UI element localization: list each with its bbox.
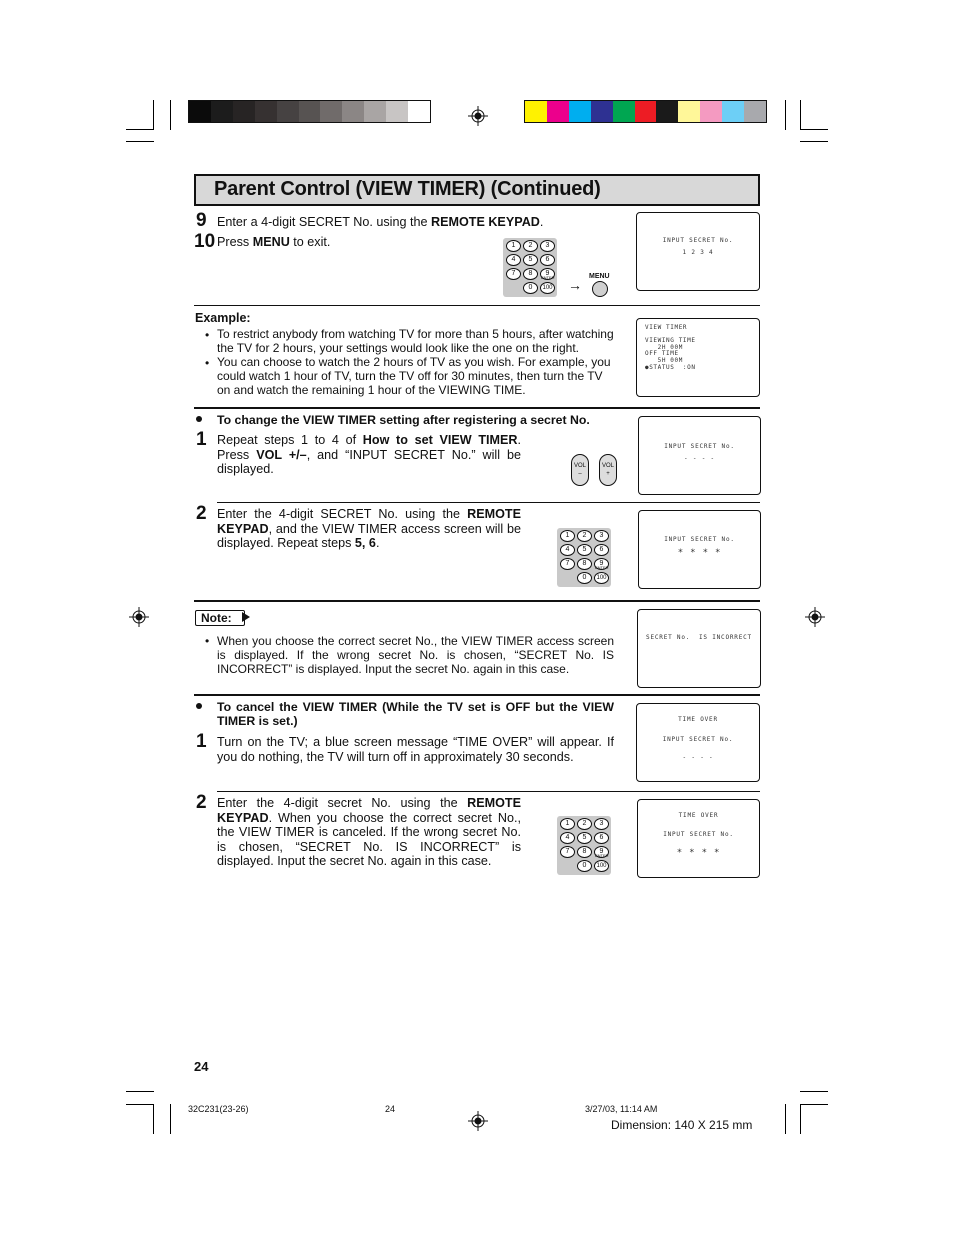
color-swatch <box>277 101 299 122</box>
footer-file: 32C231(23-26) <box>188 1104 249 1114</box>
page-title-bar <box>194 174 760 206</box>
vol-plus-button-icon: VOL + <box>599 454 617 486</box>
keypad-key: 9 <box>594 846 609 858</box>
keypad-key: 8 <box>577 558 592 570</box>
bullet-icon <box>196 703 202 709</box>
footer-dimension: Dimension: 140 X 215 mm <box>611 1118 753 1132</box>
color-swatch <box>408 101 430 122</box>
keypad-key: 8 <box>523 268 538 280</box>
keypad-key: 3 <box>594 818 609 830</box>
arrow-icon: → <box>568 277 582 293</box>
color-swatch <box>678 101 700 122</box>
step-10-text: Press MENU to exit. <box>217 235 331 249</box>
step-text: Turn on the TV; a blue screen message “TIME OVER” will appear. If you do nothing, the TV will turn off in approximately 30 seconds. <box>217 735 614 764</box>
keypad-key: 4 <box>506 254 521 266</box>
vol-minus-button-icon: VOL – <box>571 454 589 486</box>
keypad-key: 0 <box>523 282 538 294</box>
color-swatch <box>547 101 569 122</box>
screen-text: SECRET No. IS INCORRECT <box>646 634 752 641</box>
keypad-key: 6 <box>540 254 555 266</box>
keypad-enter-label: ENTER <box>595 565 609 570</box>
keypad-key: 5 <box>523 254 538 266</box>
color-calibration-bar <box>524 100 767 123</box>
section-heading: To change the VIEW TIMER setting after registering a secret No. <box>217 413 590 427</box>
registration-mark-right <box>805 607 825 627</box>
step-number: 2 <box>196 503 207 524</box>
gray-calibration-bar <box>188 100 431 123</box>
keypad-enter-label: ENTER <box>595 853 609 858</box>
keypad-key: 6 <box>594 832 609 844</box>
step-number: 2 <box>196 792 207 813</box>
keypad-key: 7 <box>560 846 575 858</box>
keypad-key: 1 <box>506 240 521 252</box>
divider <box>194 694 760 696</box>
tv-screen <box>636 318 760 397</box>
note-label: Note: <box>201 611 232 625</box>
keypad-key: 8 <box>577 846 592 858</box>
keypad-enter-label: ENTER <box>541 275 555 280</box>
color-swatch <box>744 101 766 122</box>
color-swatch <box>635 101 657 122</box>
screen-text: INPUT SECRET No. <box>662 736 734 743</box>
color-swatch <box>613 101 635 122</box>
keypad-key: 2 <box>577 818 592 830</box>
color-swatch <box>722 101 744 122</box>
example-bullet-text: You can choose to watch the 2 hours of TV as you wish. For example, you could watch 1 hour of TV, turn the TV off for 30 minutes, then turn the TV on and watch the remaining 1 hour of the VIEWING TIME. <box>217 355 611 397</box>
page-title: Parent Control (VIEW TIMER) (Continued) <box>214 178 601 200</box>
color-swatch <box>211 101 233 122</box>
screen-text: INPUT SECRET No. <box>662 237 734 244</box>
keypad-key: 4 <box>560 544 575 556</box>
keypad-key: 0 <box>577 860 592 872</box>
color-swatch <box>656 101 678 122</box>
screen-text: INPUT SECRET No. <box>664 536 735 543</box>
step-number: 9 <box>196 210 207 231</box>
example-bullet-text: To restrict anybody from watching TV for more than 5 hours, after watching the TV for 2 hours, your settings would look like the one on the right. <box>217 327 614 355</box>
color-swatch <box>233 101 255 122</box>
remote-keypad <box>557 528 611 587</box>
step-text: Enter the 4-digit secret No. using the REMOTE KEYPAD. When you choose the correct secret No., the VIEW TIMER is canceled. If the wrong secret No. is chosen, “SECRET No. IS INCORRECT” is displayed. Input the secret No. again in this case. <box>217 796 521 869</box>
tv-screen <box>637 799 760 878</box>
registration-mark-bottom <box>468 1111 488 1131</box>
screen-text: 1 2 3 4 <box>682 249 714 256</box>
keypad-key: 1 <box>560 530 575 542</box>
screen-text: VIEW TIMER VIEWING TIME 2H 00M OFF TIME 5H 00M ●STATUS :ON <box>645 324 696 371</box>
keypad-key: 2 <box>523 240 538 252</box>
screen-text: * * * * <box>677 548 722 558</box>
bullet-icon: • <box>205 328 210 342</box>
tv-screen <box>637 609 761 688</box>
screen-text: * * * * <box>676 848 721 858</box>
color-swatch <box>364 101 386 122</box>
keypad-key: 9 <box>540 268 555 280</box>
registration-mark-top <box>468 106 488 126</box>
color-swatch <box>342 101 364 122</box>
color-swatch <box>320 101 342 122</box>
keypad-key: 5 <box>577 544 592 556</box>
color-swatch <box>591 101 613 122</box>
step-number: 1 <box>196 429 207 450</box>
step-9-text: Enter a 4-digit SECRET No. using the REMOTE KEYPAD. <box>217 215 544 229</box>
bullet-icon: • <box>205 356 210 370</box>
keypad-key: 4 <box>560 832 575 844</box>
divider <box>194 407 760 409</box>
footer-date: 3/27/03, 11:14 AM <box>585 1104 658 1114</box>
color-swatch <box>569 101 591 122</box>
keypad-key: 5 <box>577 832 592 844</box>
bullet-icon: • <box>205 634 210 648</box>
arrow-icon <box>242 612 250 622</box>
menu-button-icon <box>592 281 608 297</box>
keypad-key: 7 <box>506 268 521 280</box>
note-text: When you choose the correct secret No., the VIEW TIMER access screen is displayed. If the wrong secret No. is chosen, “SECRET No. IS INCORRECT” is displayed. Input the secret No. again in this case. <box>217 634 614 676</box>
color-swatch <box>525 101 547 122</box>
step-text: Enter the 4-digit SECRET No. using the REMOTE KEYPAD, and the VIEW TIMER access screen will be displayed. Repeat steps 5, 6. <box>217 507 521 551</box>
step-text: Repeat steps 1 to 4 of How to set VIEW TIMER. Press VOL +/–, and “INPUT SECRET No.” will be displayed. <box>217 433 522 477</box>
bullet-icon <box>196 416 202 422</box>
tv-screen <box>638 416 761 495</box>
color-swatch <box>386 101 408 122</box>
screen-text: - - - - <box>682 754 714 761</box>
keypad-key: 1 <box>560 818 575 830</box>
tv-screen <box>638 510 761 589</box>
tv-screen <box>636 212 760 291</box>
keypad-key: 3 <box>594 530 609 542</box>
divider <box>217 502 760 503</box>
keypad-key: 100 <box>540 282 555 294</box>
example-heading: Example: <box>195 311 251 325</box>
divider <box>217 791 760 792</box>
screen-text: TIME OVER <box>678 716 718 723</box>
divider <box>194 600 760 602</box>
color-swatch <box>299 101 321 122</box>
screen-text: - - - - <box>684 455 715 462</box>
color-swatch <box>700 101 722 122</box>
keypad-key: 100 <box>594 572 609 584</box>
keypad-key: 0 <box>577 572 592 584</box>
page-number: 24 <box>194 1059 209 1074</box>
keypad-key: 100 <box>594 860 609 872</box>
divider <box>194 305 760 306</box>
keypad-key: 6 <box>594 544 609 556</box>
keypad-key: 7 <box>560 558 575 570</box>
footer-page: 24 <box>385 1104 396 1114</box>
note-badge <box>195 610 245 626</box>
keypad-key: 3 <box>540 240 555 252</box>
color-swatch <box>255 101 277 122</box>
registration-mark-left <box>129 607 149 627</box>
color-swatch <box>189 101 211 122</box>
remote-keypad <box>503 238 557 297</box>
keypad-key: 9 <box>594 558 609 570</box>
step-number: 1 <box>196 731 207 752</box>
screen-text: INPUT SECRET No. <box>663 831 734 838</box>
keypad-key: 2 <box>577 530 592 542</box>
screen-text: INPUT SECRET No. <box>664 443 735 450</box>
screen-text: TIME OVER <box>678 812 719 819</box>
remote-keypad <box>557 816 611 875</box>
menu-button-label: MENU <box>589 273 610 280</box>
step-number: 10 <box>194 231 216 252</box>
tv-screen <box>636 703 760 782</box>
section-heading: To cancel the VIEW TIMER (While the TV set is OFF but the VIEW TIMER is set.) <box>217 700 614 728</box>
